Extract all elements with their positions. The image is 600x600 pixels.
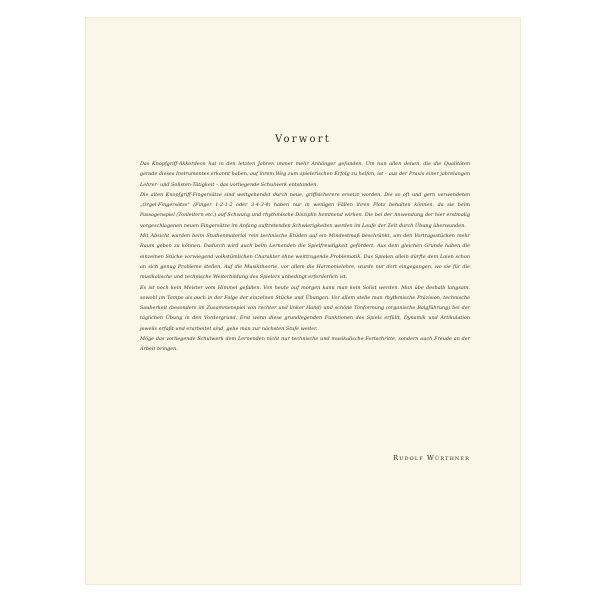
paragraph-2: Die alten Knopfgriff-Fingersätze sind weitgehendst durch neue, griffsicherere ersetzt worden. Die so oft und gern verwendeten „Orgel-Fingersätze" (Finger 1-2-1-2 oder 3-4-3-4) haben nur in wenigen Fällen ihren Platz behalten können, da sie beim Passagenspiel (Tonleitern etc.) auf Schwung und rhythmische Disziplin hemmend wirken. Die bei der Anwendung der hier erstmalig vorgeschlagenen neuen Fingersätze im Anfang auftretenden Schwierigkeiten werden im Laufe der Zeit durch Übung überwunden.: [140, 191, 470, 229]
author-signature: Rudolf Würthner: [393, 454, 470, 462]
paragraph-4: Es ist noch kein Meister vom Himmel gefallen. Von heute auf morgen kann man kein Solist werden. Man übe deshalb langsam, sowohl im Tempo als auch in der Folge der einzelnen Stücke und Übungen. Vor allem stelle man rhythmische Präzision, technische Sauberkeit (besonders im Zusammenspiel von rechter und linker Hand) und schöne Tonformung (organische Balgführung) bei der täglichen Übung in den Vordergrund. Erst wenn diese grundlegenden Funktionen des Spiels erfüllt, Dynamik und Artikulation jeweils erfaßt und erarbeitet sind, gehe man zur nächsten Stufe weiter.: [140, 284, 470, 332]
document-page: [86, 18, 520, 584]
preface-body: [140, 159, 470, 355]
paragraph-3: Mit Absicht wurden beim Studienmaterial rein technische Etüden auf ein Mindestmaß beschränkt, um den Vortragsstücken mehr Raum geben zu können. Dadurch wird auch beim Lernenden die Spielfreudigkeit gefördert. Aus dem gleichen Grunde haben die einzelnen Stücke vorwiegend volkstümlichen Charakter ohne weittragende Problematik. Das Spielen allein dürfte dem Laien schon an sich genug Probleme stellen. Auf die Musiktheorie, vor allem die Harmonielehre, wurde nur dort eingegangen, wo sie für die musikalische und technische Weiterbildung des Spielers unbedingt erforderlich ist.: [140, 233, 470, 281]
paragraph-1: Das Knopfgriff-Akkordeon hat in den letzten Jahren immer mehr Anhänger gefunden. Um nun allen denen, die die Qualitäten gerade dieses Instrumentes erkannt haben, auf ihrem Weg zum spielerischen Erfolg zu helfen, ist – aus der Praxis einer jahrelangen Lehrer- und Solisten-Tätigkeit – das vorliegende Schulwerk entstanden.: [140, 161, 470, 188]
page-title: Vorwort: [275, 134, 331, 145]
paragraph-5: Möge das vorliegende Schulwerk dem Lernenden nicht nur technische und musikalische Fortschritte, sondern auch Freude an der Arbeit bringen.: [140, 336, 470, 353]
